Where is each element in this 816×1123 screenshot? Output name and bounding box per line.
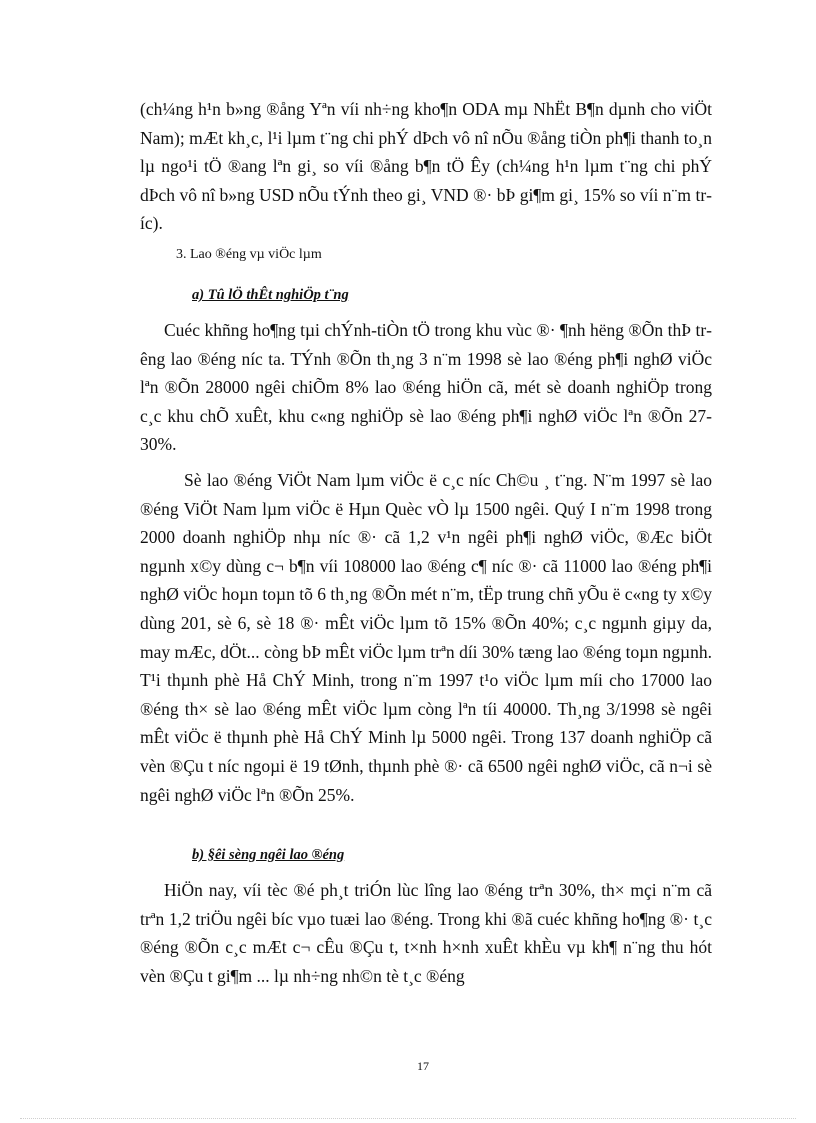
intro-paragraph: (ch¼ng h¹n b»ng ®ång Yªn víi nh÷ng kho¶n ODA mµ NhËt B¶n dµnh cho viÖt Nam); mÆt kh¸c, l¹i lµm t¨ng chi phÝ dÞch vô nî nÕu ®ång tiÒn ph¶i thanh to¸n lµ ngo¹i tÖ ®ang lªn gi¸ so víi ®ång b¶n tÖ Êy (ch¼ng h¹n lµm t¨ng chi phÝ dÞch vô nî b»ng USD nÕu tÝnh theo gi¸ VND ®· bÞ gi¶m gi¸ 15% so víi n¨m tríc). xyxy=(140,99,712,234)
subsection-a-block-2 xyxy=(140,466,712,809)
page-bottom-rule xyxy=(20,1118,796,1119)
paragraph-living-standards: HiÖn nay, víi tèc ®é ph¸t triÓn lùc lîng lao ®éng trªn 30%, th× mçi n¨m cã trªn 1,2 triÖu ngêi bíc vµo tuæi lao ®éng. Trong khi ®ã cuéc khñng ho¶ng ®· t¸c ®éng ®Õn c¸c mÆt c¬ cÊu ®Çu t, t×nh h×nh xuÊt khÈu vµ kh¶ n¨ng thu hót vèn ®Çu t gi¶m ... lµ nh÷ng nh©n tè t¸c ®éng xyxy=(140,880,712,986)
subsection-a-title: a) Tû lÖ thÊt nghiÖp t¨ng xyxy=(192,287,349,303)
section-heading: 3. Lao ®éng vµ viÖc lµm xyxy=(176,247,322,262)
intro-block xyxy=(140,95,712,238)
subsection-a-block xyxy=(140,316,712,459)
subsection-b-block xyxy=(140,876,712,990)
paragraph-unemployment-1: Cuéc khñng ho¶ng tµi chÝnh-tiÒn tÖ trong khu vùc ®· ¶nh hëng ®Õn thÞ trêng lao ®éng níc ta. TÝnh ®Õn th¸ng 3 n¨m 1998 sè lao ®éng ph¶i nghØ viÖc lªn ®Õn 28000 ngêi chiÕm 8% lao ®éng hiÖn cã, mét sè doanh nghiÖp trong c¸c khu chÕ xuÊt, khu c«ng nghiÖp sè lao ®éng ph¶i nghØ viÖc lªn ®Õn 27- 30%. xyxy=(140,320,712,455)
page-number: 17 xyxy=(417,1059,429,1073)
subsection-b-title: b) §êi sèng ngêi lao ®éng xyxy=(192,847,345,863)
paragraph-unemployment-2: Sè lao ®éng ViÖt Nam lµm viÖc ë c¸c níc Ch©u ¸ t¨ng. N¨m 1997 sè lao ®éng ViÖt Nam lµm viÖc ë Hµn Quèc vÒ lµ 1500 ngêi. Quý I n¨m 1998 trong 2000 doanh nghiÖp nhµ níc ®· cã 1,2 v¹n ngêi ph¶i nghØ viÖc, ®Æc biÖt ngµnh x©y dùng c¬ b¶n víi 108000 lao ®éng c¶ níc ®· cã 11000 lao ®éng ph¶i nghØ viÖc hoµn toµn tõ 6 th¸ng ®Õn mét n¨m, tËp trung chñ yÕu ë c«ng ty x©y dùng 201, sè 6, sè 18 ®· mÊt viÖc lµm tõ 15% ®Õn 40%; c¸c ngµnh giµy da, may mÆc, dÖt... còng bÞ mÊt viÖc lµm trªn díi 30% tæng lao ®éng toµn ngµnh. T¹i thµnh phè Hå ChÝ Minh, trong n¨m 1997 t¹o viÖc lµm míi cho 17000 lao ®éng th× sè lao ®éng mÊt viÖc lµm còng lªn tíi 40000. Th¸ng 3/1998 sè ngêi mÊt viÖc ë thµnh phè Hå ChÝ Minh lµ 5000 ngêi. Trong 137 doanh nghiÖp cã vèn ®Çu t níc ngoµi ë 19 tØnh, thµnh phè ®· cã 6500 ngêi nghØ viÖc, cã n¬i sè ngêi nghØ viÖc lªn ®Õn 25%. xyxy=(140,470,712,805)
